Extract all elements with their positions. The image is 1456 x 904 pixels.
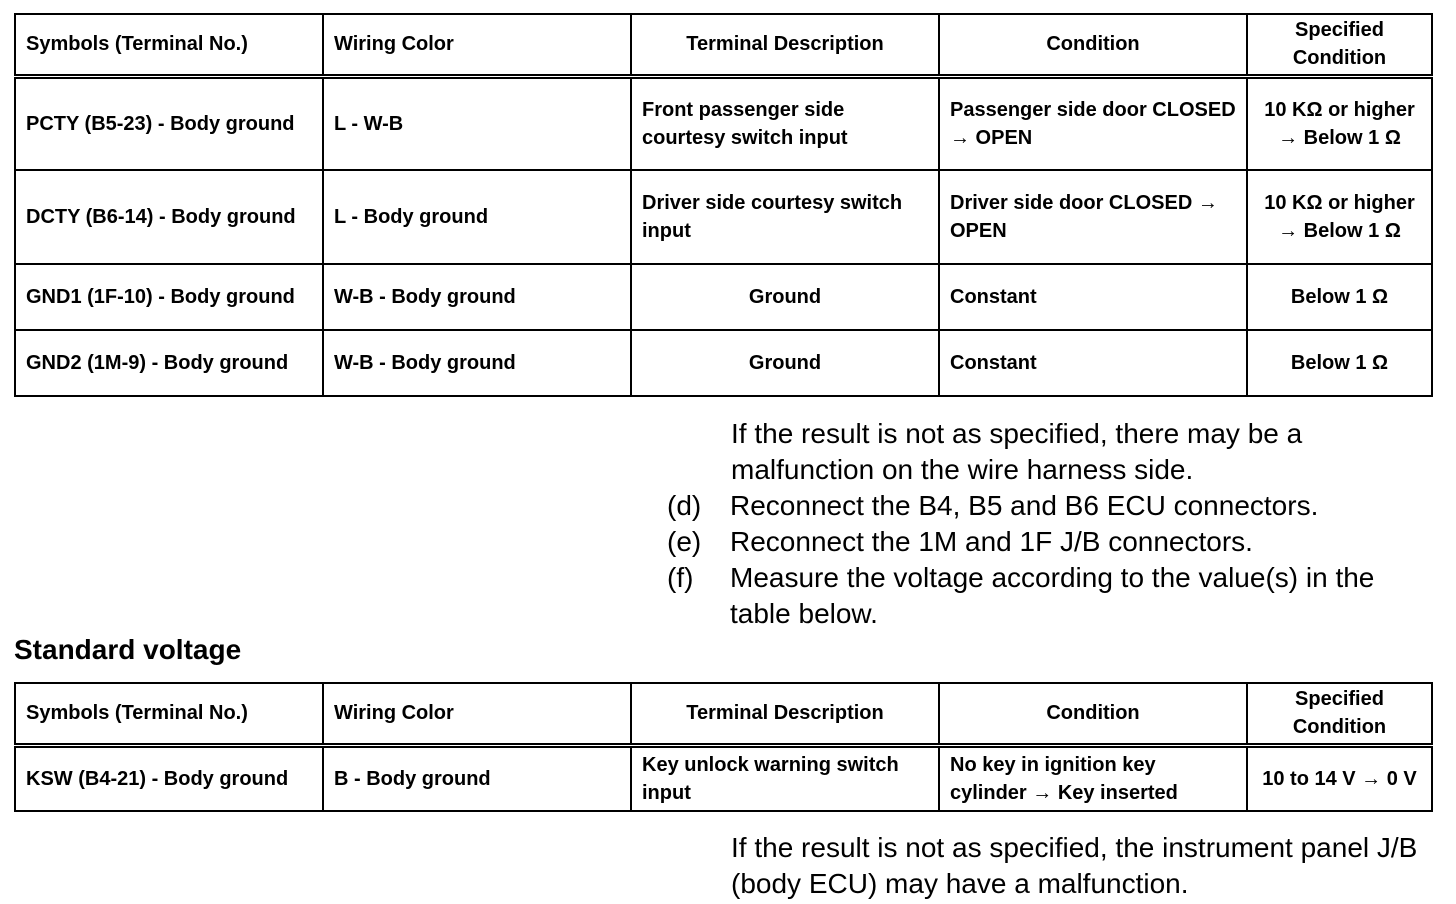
voltage-table — [14, 682, 1433, 812]
header-specified-condition: Specified Condition — [1247, 683, 1432, 745]
cell-wiring-color: W-B - Body ground — [323, 330, 631, 396]
header-symbols: Symbols (Terminal No.) — [15, 683, 323, 745]
header-wiring-color: Wiring Color — [323, 14, 631, 76]
step-label: (d) — [667, 490, 702, 521]
cell-condition: No key in ignition key cylinder → Key inserted — [939, 745, 1247, 811]
header-condition: Condition — [939, 683, 1247, 745]
cell-description: Front passenger side courtesy switch input — [631, 76, 939, 170]
table-row — [15, 170, 1432, 264]
header-symbols: Symbols (Terminal No.) — [15, 14, 323, 76]
resistance-table — [14, 13, 1433, 397]
table-row — [15, 745, 1432, 811]
cell-wiring-color: B - Body ground — [323, 745, 631, 811]
header-specified-condition: Specified Condition — [1247, 14, 1432, 76]
cell-wiring-color: L - W-B — [323, 76, 631, 170]
cell-wiring-color: L - Body ground — [323, 170, 631, 264]
cell-specified: Below 1 Ω — [1247, 330, 1432, 396]
step-label: (f) — [667, 562, 694, 593]
cell-description: Key unlock warning switch input — [631, 745, 939, 811]
cell-symbol: KSW (B4-21) - Body ground — [15, 745, 323, 811]
table-row — [15, 76, 1432, 170]
cell-description: Ground — [631, 330, 939, 396]
cell-condition: Constant — [939, 330, 1247, 396]
cell-symbol: DCTY (B6-14) - Body ground — [15, 170, 323, 264]
header-wiring-color: Wiring Color — [323, 683, 631, 745]
step-label: (e) — [667, 526, 702, 557]
table-header-row — [15, 683, 1432, 745]
cell-condition: Passenger side door CLOSED → OPEN — [939, 76, 1247, 170]
step-text: Reconnect the B4, B5 and B6 ECU connectors. — [730, 490, 1319, 521]
table-row — [15, 330, 1432, 396]
cell-specified: Below 1 Ω — [1247, 264, 1432, 330]
cell-description: Driver side courtesy switch input — [631, 170, 939, 264]
header-terminal-description: Terminal Description — [631, 683, 939, 745]
cell-symbol: GND1 (1F-10) - Body ground — [15, 264, 323, 330]
note-wire-harness: If the result is not as specified, there may be a malfunction on the wire harness side. — [731, 418, 1303, 485]
table-row — [15, 264, 1432, 330]
step-text: Reconnect the 1M and 1F J/B connectors. — [730, 526, 1253, 557]
section-heading: Standard voltage — [14, 634, 242, 665]
note-body-ecu: If the result is not as specified, the instrument panel J/B (body ECU) may have a malfunction. — [731, 832, 1418, 899]
cell-condition: Driver side door CLOSED → OPEN — [939, 170, 1247, 264]
cell-wiring-color: W-B - Body ground — [323, 264, 631, 330]
cell-description: Ground — [631, 264, 939, 330]
table-header-row — [15, 14, 1432, 76]
header-condition: Condition — [939, 14, 1247, 76]
cell-specified: 10 to 14 V → 0 V — [1247, 745, 1432, 811]
header-terminal-description: Terminal Description — [631, 14, 939, 76]
cell-symbol: PCTY (B5-23) - Body ground — [15, 76, 323, 170]
cell-specified: 10 KΩ or higher → Below 1 Ω — [1247, 76, 1432, 170]
step-text: Measure the voltage according to the value(s) in the table below. — [730, 562, 1375, 629]
cell-condition: Constant — [939, 264, 1247, 330]
cell-symbol: GND2 (1M-9) - Body ground — [15, 330, 323, 396]
cell-specified: 10 KΩ or higher → Below 1 Ω — [1247, 170, 1432, 264]
